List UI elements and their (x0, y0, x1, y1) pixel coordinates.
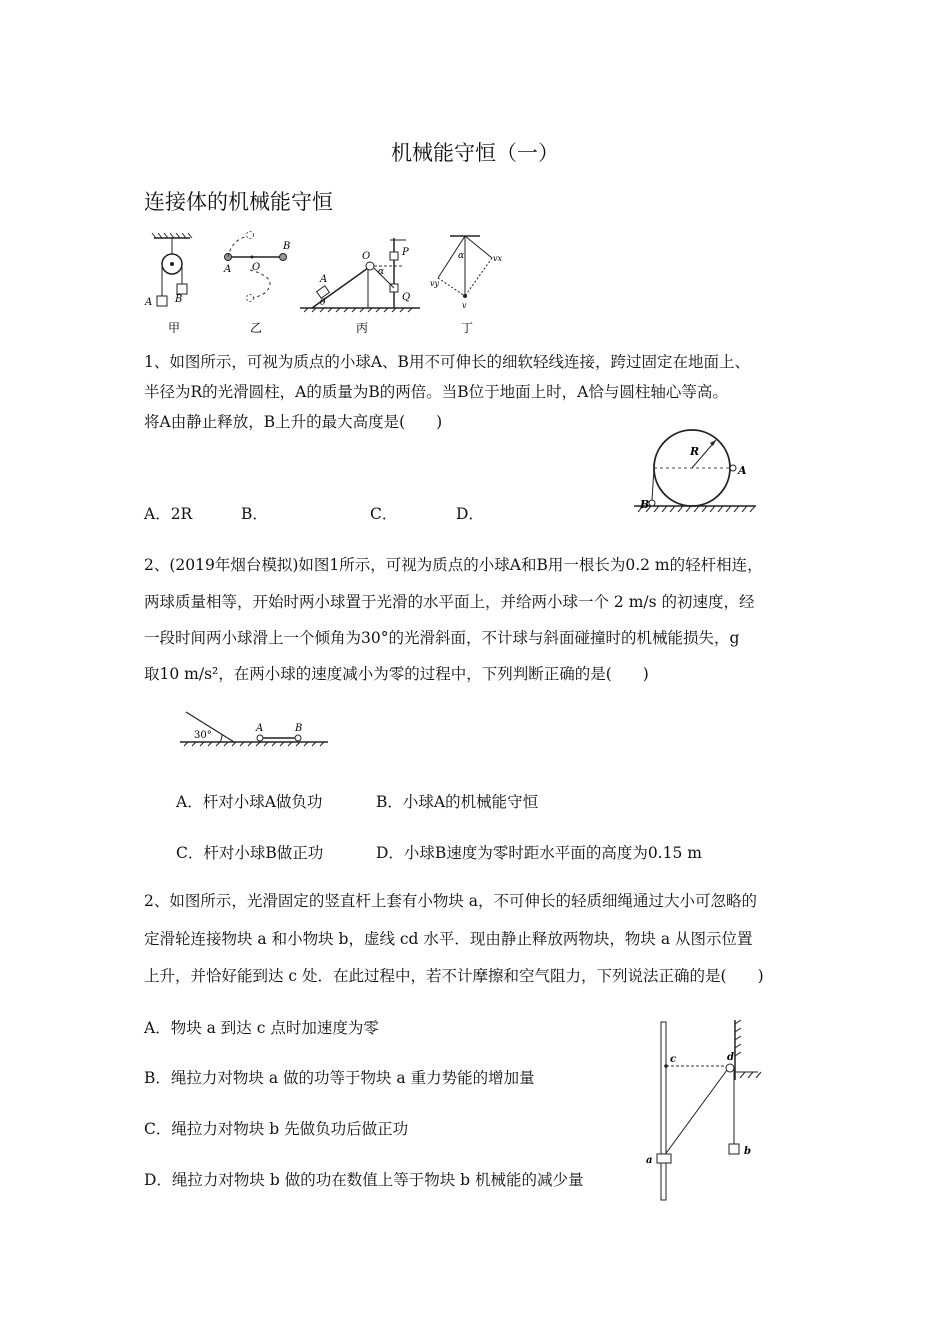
bing-label-o: O (362, 251, 371, 262)
yi-label-b: B (283, 241, 291, 252)
q1-option-d: D． (456, 505, 484, 523)
q1-option-b: B． (241, 505, 268, 523)
caption-ding: 丁 (461, 321, 474, 335)
figure-ding (430, 236, 503, 335)
bing-label-theta: θ (320, 298, 326, 308)
figure-yi (223, 232, 290, 336)
bing-label-p: P (402, 247, 409, 258)
q3-figure (640, 1018, 770, 1204)
q3-option-b: B．绳拉力对物块 a 做的功等于物块 a 重力势能的增加量 (144, 1069, 535, 1087)
q1-figure (630, 428, 760, 520)
yi-label-o: O (252, 262, 261, 273)
bing-label-a: A (320, 274, 328, 285)
q3-fig-label-a: a (646, 1155, 653, 1166)
q3-line-1: 2、如图所示，光滑固定的竖直杆上套有小物块 a，不可伸长的轻质细绳通过大小可忽略的 (144, 892, 758, 910)
q1-fig-label-a: A (738, 464, 747, 477)
caption-jia: 甲 (168, 321, 181, 335)
q2-option-d: D．小球B速度为零时距水平面的高度为0.15 m (376, 844, 702, 862)
q2-fig-label-b: B (295, 723, 303, 734)
section-heading: 连接体的机械能守恒 (144, 190, 333, 214)
ding-label-vx: vx (493, 254, 503, 263)
q2-line-1: 2、(2019年烟台模拟)如图1所示，可视为质点的小球A和B用一根长为0.2 m的轻杆相连， (144, 556, 763, 574)
caption-bing: 丙 (356, 321, 369, 335)
q3-option-a: A．物块 a 到达 c 点时加速度为零 (144, 1019, 379, 1037)
q1-line-1: 1、如图所示，可视为质点的小球A、B用不可伸长的细软轻线连接，跨过固定在地面上、 (144, 353, 750, 371)
q2-option-b: B．小球A的机械能守恒 (376, 793, 539, 811)
q1-option-c: C． (370, 505, 398, 523)
ding-label-vy: vy (430, 279, 440, 288)
q2-fig-label-angle: 30° (194, 730, 212, 741)
q1-line-3: 将A由静止释放，B上升的最大高度是( ) (144, 413, 443, 431)
q3-option-c: C．绳拉力对物块 b 先做负功后做正功 (144, 1120, 409, 1138)
q1-fig-label-r: R (690, 445, 700, 458)
q2-option-a: A．杆对小球A做负功 (176, 793, 323, 811)
q2-figure (176, 708, 332, 748)
q2-option-c: C．杆对小球B做正功 (176, 844, 324, 862)
jia-label-a: A (145, 297, 153, 308)
q3-option-d: D．绳拉力对物块 b 做的功在数值上等于物块 b 机械能的减少量 (144, 1171, 584, 1189)
jia-label-b: B (175, 294, 183, 305)
bing-label-q: Q (402, 292, 411, 303)
q3-fig-label-c: c (670, 1054, 677, 1065)
q2-line-4: 取10 m/s²，在两小球的速度减小为零的过程中，下列判断正确的是( ) (144, 665, 649, 683)
figure-bing (300, 238, 420, 335)
ding-label-alpha: α (458, 251, 465, 261)
q1-option-a: A．2R (144, 505, 193, 523)
q3-fig-label-d: d (727, 1052, 734, 1063)
ding-label-v: v (462, 301, 467, 310)
caption-yi: 乙 (250, 321, 263, 335)
figure-jia (144, 233, 192, 335)
q2-line-3: 一段时间两小球滑上一个倾角为30°的光滑斜面，不计球与斜面碰撞时的机械能损失，g (144, 629, 740, 647)
q3-line-2: 定滑轮连接物块 a 和小物块 b，虚线 cd 水平．现由静止释放两物块，物块 a 从图示位置 (144, 930, 753, 948)
q1-fig-label-b: B (640, 498, 650, 511)
q2-line-2: 两球质量相等，开始时两小球置于光滑的水平面上，并给两小球一个 2 m/s 的初速度，经 (144, 593, 755, 611)
q3-fig-label-b: b (744, 1146, 751, 1157)
intro-figures (140, 228, 520, 338)
q3-line-3: 上升，并恰好能到达 c 处．在此过程中，若不计摩擦和空气阻力，下列说法正确的是( ) (144, 967, 764, 985)
yi-label-a: A (224, 264, 232, 275)
bing-label-alpha: α (378, 267, 385, 277)
q1-line-2: 半径为R的光滑圆柱，A的质量为B的两倍。当B位于地面上时，A恰与圆柱轴心等高。 (144, 383, 728, 401)
page-title: 机械能守恒（一） (391, 141, 559, 165)
q2-fig-label-a: A (256, 723, 264, 734)
